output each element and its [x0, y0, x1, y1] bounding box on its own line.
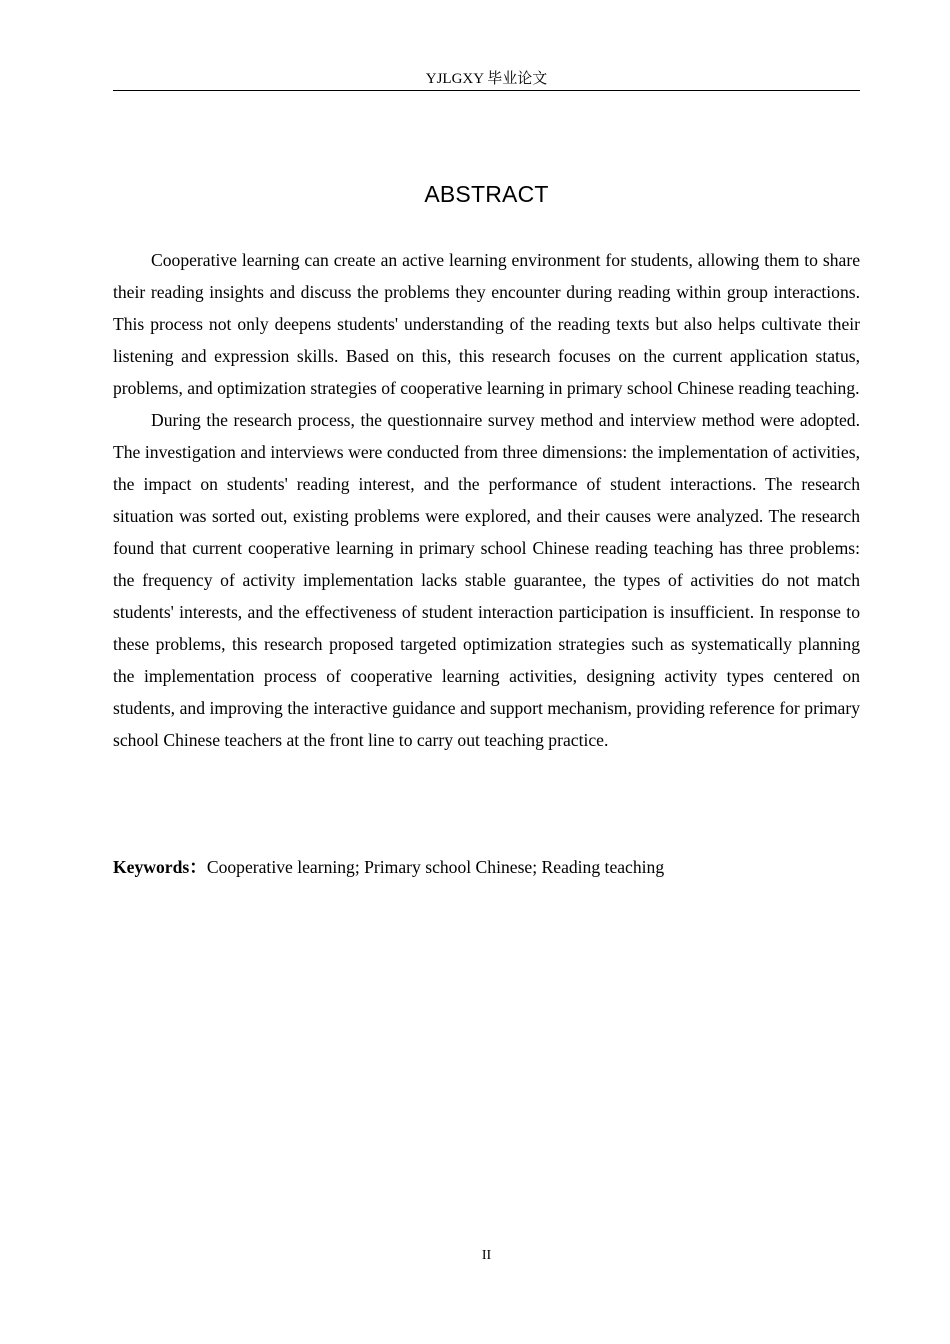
abstract-body: [113, 244, 860, 756]
keywords-line: [113, 851, 860, 883]
keywords-text: Cooperative learning; Primary school Chinese; Reading teaching: [206, 857, 665, 877]
abstract-paragraph-1: Cooperative learning can create an active learning environment for students, allowing them to share their reading insights and discuss the problems they encounter during reading within group interactions. This process not only deepens students' understanding of the reading texts but also helps cultivate their listening and expression skills. Based on this, this research focuses on the current application status, problems, and optimization strategies of cooperative learning in primary school Chinese reading teaching.: [113, 250, 860, 398]
abstract-paragraph-2: During the research process, the questionnaire survey method and interview method were adopted. The investigation and interviews were conducted from three dimensions: the implementation of activities, the impact on students' reading interest, and the performance of student interactions. The research situation was sorted out, existing problems were explored, and their causes were analyzed. The research found that current cooperative learning in primary school Chinese reading teaching has three problems: the frequency of activity implementation lacks stable guarantee, the types of activities do not match students' interests, and the effectiveness of student interaction participation is insufficient. In response to these problems, this research proposed targeted optimization strategies such as systematically planning the implementation process of cooperative learning activities, designing activity types centered on students, and improving the interactive guidance and support mechanism, providing reference for primary school Chinese teachers at the front line to carry out teaching practice.: [113, 410, 860, 750]
running-header: YJLGXY 毕业论文: [113, 68, 860, 91]
abstract-title: ABSTRACT: [424, 181, 549, 207]
page-number: II: [481, 1248, 492, 1263]
keywords-label: Keywords：: [113, 857, 207, 877]
